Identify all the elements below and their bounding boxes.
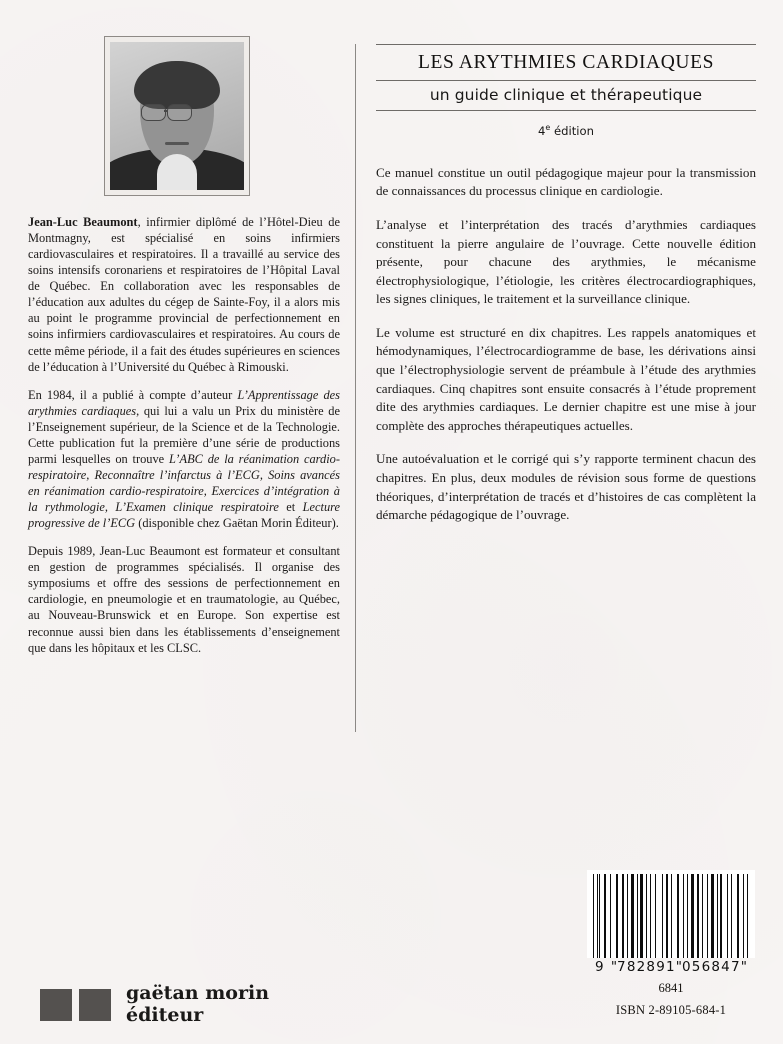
blurb-paragraph-4: Une autoévaluation et le corrigé qui s’y rapporte terminent chacun des chapitres. En plus, deux modules de révision sous forme de questions théoriques, d’interprétation de tracés et d’histoires de cas complètent la démarche pédagogique de l’ouvrage. <box>376 451 756 523</box>
bio-p2-b: , qui lui a valu un Prix du ministère de l’Enseignement supérieur, de la Science et de la Technologie. Cette publication fut la première d’une série de productions parmi lesquelles on trouve <box>28 403 340 466</box>
publisher-mark-icon <box>40 989 111 1021</box>
bio-p2-c: et <box>278 500 303 515</box>
book-subtitle: un guide clinique et thérapeutique <box>429 86 703 104</box>
book-title-lecture-ecg: Lecture progressive de l’ECG <box>28 500 340 531</box>
bio-paragraph-2 <box>28 387 340 532</box>
publisher-name-line2: éditeur <box>126 1003 204 1026</box>
author-name: Jean-Luc Beaumont <box>28 215 138 229</box>
bio-paragraph-3: Depuis 1989, Jean-Luc Beaumont est formateur et consultant en gestion de programmes spécialisés. Il organise des symposiums et offre des sessions de perfectionnement en cardiologie, en pneumologie et en traumatologie, au Québec, au Nouveau-Brunswick et en Europe. Son expertise est reconnue aussi bien dans les établissements d’enseignement que dans les hôpitaux et les CLSC. <box>28 544 340 655</box>
publisher-name <box>126 983 269 1026</box>
edition-ordinal: e <box>545 123 551 132</box>
barcode-lead-digit: 9 <box>595 959 605 975</box>
book-description <box>376 164 756 525</box>
edition-label <box>376 111 756 138</box>
barcode-group-2: 056847 <box>682 959 741 975</box>
author-photo <box>110 42 244 190</box>
barcode-digits: 9 "782891"056847" <box>595 959 747 975</box>
blurb-paragraph-1: Ce manuel constitue un outil pédagogique majeur pour la transmission de connaissances du processus clinique en cardiologie. <box>376 164 756 199</box>
barcode-block <box>587 870 755 1018</box>
isbn-label: ISBN 2-89105-684-1 <box>615 1003 727 1017</box>
barcode-group-1: 782891 <box>617 959 676 975</box>
book-titles-series: L’ABC de la réanimation cardio-respiratoire, Reconnaître l’infarctus à l’ECG, Soins avancés en réanimation cardio-respiratoire, Exercices d’intégration à la rythmologie, L’Examen clinique respiratoire <box>28 451 340 515</box>
author-biography <box>28 214 340 656</box>
barcode-addon: 6841 <box>658 981 684 995</box>
description-column <box>376 44 756 525</box>
column-divider <box>355 44 356 732</box>
bio-paragraph-1-rest: , infirmier diplômé de l’Hôtel-Dieu de Montmagny, est spécialisé en soins infirmiers cardiovasculaires et respiratoires. Il a travaillé au service des soins intensifs coronariens et respiratoires de l’Hôpital Laval de Québec. En collaboration avec les responsables de l’éducation aux adultes du cégep de Sainte-Foy, il a alors mis au point le programme provincial de perfectionnement en soins infirmiers cardiovasculaires et respiratoires. Au cours de cette même période, il a fait des études supérieures en sciences de l’éducation à l’Université du Québec à Rimouski. <box>28 215 341 374</box>
edition-number: 4 <box>538 123 546 138</box>
publisher-logo <box>40 983 269 1026</box>
author-photo-frame <box>104 36 250 196</box>
bio-paragraph-1 <box>28 214 340 375</box>
bio-p2-a: En 1984, il a publié à compte d’auteur <box>28 387 238 402</box>
blurb-paragraph-3: Le volume est structuré en dix chapitres. Les rappels anatomiques et hémodynamiques, l’électrocardiogramme de base, les dérivations ainsi que l’électrophysiologie servent de préambule à l’étude des arythmies cardiaques. Cinq chapitres sont ensuite consacrés à l’étude proprement dite des arythmies cardiaques. Le dernier chapitre est une mise à jour complète des approches thérapeutiques actuelles. <box>376 324 756 433</box>
book-title-apprentissage: L’Apprentissage des arythmies cardiaques <box>28 387 341 418</box>
book-main-title: LES ARYTHMIES CARDIAQUES <box>417 52 715 73</box>
edition-word: édition <box>554 123 594 138</box>
blurb-paragraph-2: L’analyse et l’interprétation des tracés d’arythmies cardiaques constituent la pierre angulaire de l’ouvrage. Cette nouvelle édition présente, pour chacune des arythmies, le mécanisme électrophysiologique, l’étiologie, les critères électrocardiographiques, les signes cliniques, le traitement et la surveillance clinique. <box>376 217 756 307</box>
barcode-bars-icon <box>587 870 755 958</box>
author-column <box>28 36 340 656</box>
bio-p2-d: (disponible chez Gaëtan Morin Éditeur). <box>135 516 339 531</box>
title-block <box>376 44 756 138</box>
publisher-name-line1: gaëtan morin <box>126 982 270 1005</box>
